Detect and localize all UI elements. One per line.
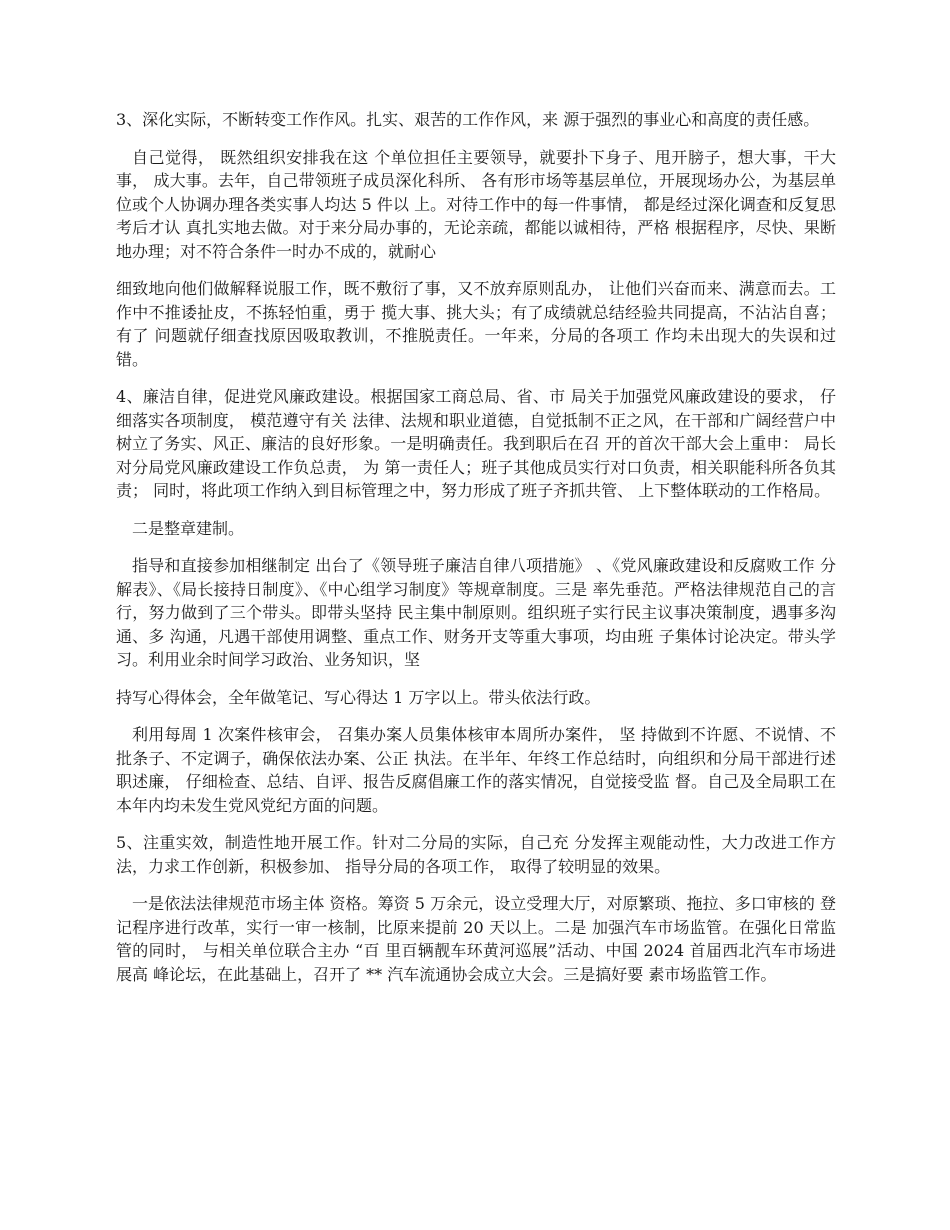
paragraph: 细致地向他们做解释说服工作，既不敷衍了事，又不放弃原则乱办， 让他们兴奋而来、满意而去。工作中不推诿扯皮，不拣轻怕重，勇于 揽大事、挑大头；有了成绩就总结经验共同提高，不沾沾自喜；有了 问题就仔细查找原因吸取教训，不推脱责任。一年来，分局的各项工 作均未出现大的失误和过错。 [116,279,836,369]
paragraph: 指导和直接参加相继制定 出台了《领导班子廉洁自律八项措施》 、《党风廉政建设和反腐败工作 分解表》、《局长接持日制度》、《中心组学习制度》等规章制度。三是 率先垂范。严格法律规范自己的言行，努力做到了三个带头。即带头坚持 民主集中制原则。组织班子实行民主议事决策制度，遇事多沟通、多 沟通，凡遇干部使用调整、重点工作、财务开支等重大事项，均由班 子集体讨论决定。带头学习。利用业余时间学习政治、业务知识，坚 [116,556,836,669]
paragraph: 自己觉得， 既然组织安排我在这 个单位担任主要领导，就要扑下身子、甩开膀子，想大事，干大事， 成大事。去年，自己带领班子成员深化科所、 各有形市场等基层单位，开展现场办公，为基层单位或个人协调办理各类实事人均达 5 件以 上。对待工作中的每一件事情， 都是经过深化调查和反复思考后才认 真扎实地去做。对于来分局办事的，无论亲疏，都能以诚相待，严格 根据程序，尽快、果断地办理；对不符合条件一时办不成的，就耐心 [116,147,836,261]
paragraph: 一是依法法律规范市场主体 资格。筹资 5 万余元，设立受理大厅，对原繁琐、拖拉、多口审核的 登记程序进行改革，实行一审一核制，比原来提前 20 天以上。二是 加强汽车市场监管。在强化日常监管的同时， 与相关单位联合主办 “百 里百辆靓车环黄河巡展”活动、中国 2024 首届西北汽车市场进展高 峰论坛，在此基础上，召开了 ** 汽车流通协会成立大会。三是搞好要 素市场监管工作。 [116,894,836,984]
paragraph: 持写心得体会，全年做笔记、写心得达 1 万字以上。带头依法行政。 [116,687,601,707]
paragraph: 5、注重实效，制造性地开展工作。针对二分局的实际，自己充 分发挥主观能动性，大力改进工作方法，力求工作创新，积极参加、 指导分局的各项工作， 取得了较明显的效果。 [116,833,836,876]
document-page [116,108,836,1000]
paragraph: 3、深化实际，不断转变工作作风。扎实、艰苦的工作作风，来 源于强烈的事业心和高度的责任感。 [116,110,820,129]
paragraph: 利用每周 1 次案件核审会， 召集办案人员集体核审本周所办案件， 坚 持做到不许愿、不说情、不批条子、不定调子，确保依法办案、公正 执法。在半年、年终工作总结时，向组织和分局干部进行述职述廉， 仔细检查、总结、自评、报告反腐倡廉工作的落实情况，自觉接受监 督。自己及全局职工在本年内均未发生党风党纪方面的问题。 [116,725,836,815]
paragraph: 4、廉洁自律，促进党风廉政建设。根据国家工商总局、省、市 局关于加强党风廉政建设的要求， 仔细落实各项制度， 模范遵守有关 法律、法规和职业道德，自觉抵制不正之风，在干部和广阔经营户中 树立了务实、风正、廉洁的良好形象。一是明确责任。我到职后在召 开的首次干部大会上重申： 局长对分局党风廉政建设工作负总责， 为 第一责任人；班子其他成员实行对口负责，相关职能科所各负其责； 同时，将此项工作纳入到目标管理之中，努力形成了班子齐抓共管、 上下整体联动的工作格局。 [116,387,836,500]
paragraph: 二是整章建制。 [132,518,245,538]
